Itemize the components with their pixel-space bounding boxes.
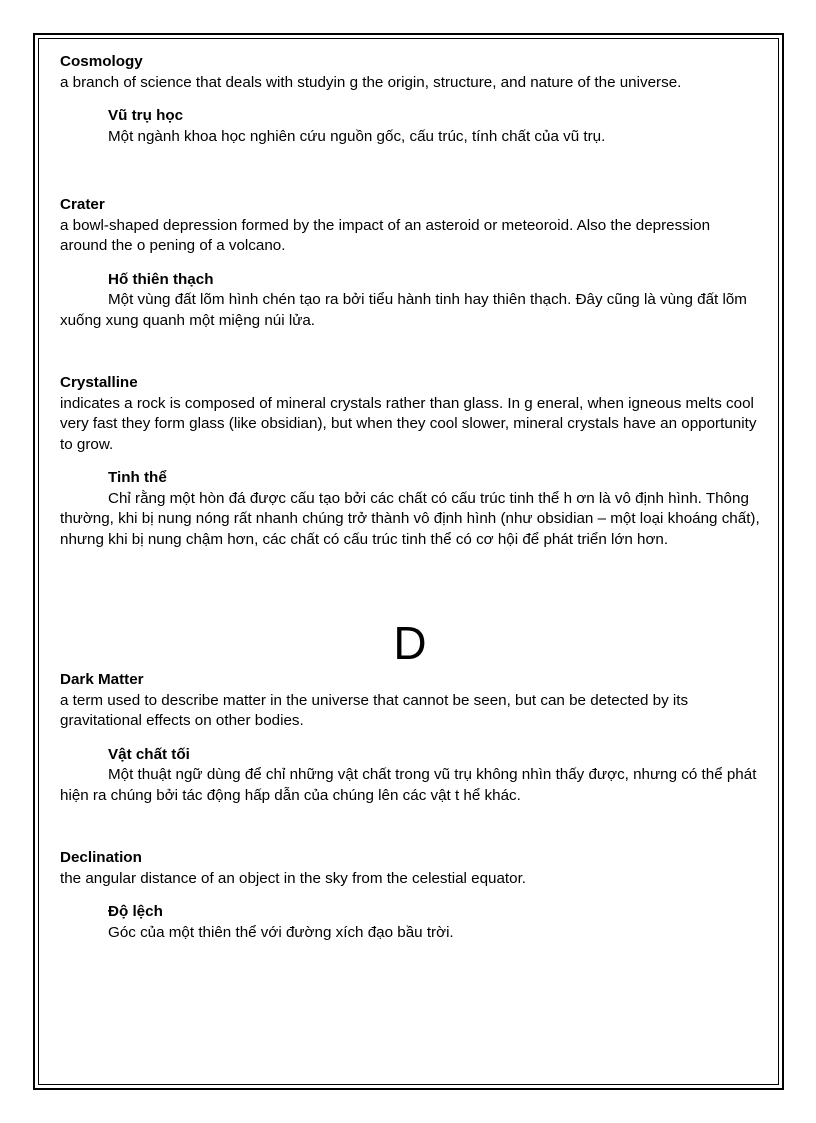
glossary-entry-cosmology: [60, 52, 760, 147]
vn-definition: Một ngành khoa học nghiên cứu nguồn gốc, cấu trúc, tính chất của vũ trụ.: [108, 127, 606, 145]
vietnamese-translation: [60, 468, 760, 550]
entry-definition: a term used to describe matter in the universe that cannot be seen, but can be detected by its gravitational effects on other bodies.: [60, 691, 689, 729]
spacer: [60, 331, 760, 373]
section-letter-heading: D: [393, 617, 427, 669]
vn-term: Độ lệch: [108, 903, 163, 920]
spacer: [60, 806, 760, 848]
vietnamese-translation: [60, 106, 760, 147]
vietnamese-translation: [60, 745, 760, 807]
vn-term: Vũ trụ học: [108, 107, 184, 124]
vietnamese-translation: [60, 902, 760, 943]
vn-term: Hố thiên thạch: [108, 270, 214, 288]
glossary-entry-dark-matter: [60, 670, 760, 806]
entry-definition: a branch of science that deals with studyin g the origin, structure, and nature of the universe.: [60, 73, 682, 91]
vietnamese-translation: [60, 270, 760, 332]
vn-definition: Một vùng đất lõm hình chén tạo ra bởi tiểu hành tinh hay thiên thạch. Đây cũng là vùng đất lõm xuống xung quanh một miệng núi lửa.: [60, 291, 747, 329]
entry-term: Cosmology: [60, 53, 143, 70]
vn-definition: Một thuật ngữ dùng để chỉ những vật chất trong vũ trụ không nhìn thấy được, nhưng có thể phát hiện ra chúng bởi tác động hấp dẫn của chúng lên các vật t hể khác.: [60, 766, 757, 804]
vn-term: Tinh thể: [108, 469, 167, 486]
vn-definition: Góc của một thiên thể với đường xích đạo bầu trời.: [108, 923, 454, 941]
entry-definition: the angular distance of an object in the sky from the celestial equator.: [60, 869, 527, 887]
glossary-entry-crystalline: [60, 373, 760, 550]
entry-term: Dark Matter: [60, 671, 144, 688]
entry-definition: indicates a rock is composed of mineral crystals rather than glass. In g eneral, when igneous melts cool very fast they form glass (like obsidian), but when they cool slower, mineral crystals have an opportunity to grow.: [60, 394, 757, 453]
vn-definition: Chỉ rằng một hòn đá được cấu tạo bởi các chất có cấu trúc tinh thể h ơn là vô định hình. Thông thường, khi bị nung nóng rất nhanh chúng trở thành vô định hình (như obsidian – một loại khoáng chất), nhưng khi bị nung chậm hơn, các chất có cấu trúc tinh thể có cơ hội để phát triển lớn hơn.: [60, 489, 760, 548]
entry-term: Crystalline: [60, 374, 138, 391]
entry-term: Crater: [60, 196, 105, 213]
glossary-page: [60, 52, 760, 943]
vn-term: Vật chất tối: [108, 745, 190, 763]
spacer: [60, 147, 760, 195]
glossary-entry-declination: [60, 848, 760, 943]
entry-definition: a bowl-shaped depression formed by the impact of an asteroid or meteoroid. Also the depression around the o pening of a volcano.: [60, 216, 711, 254]
entry-term: Declination: [60, 849, 142, 866]
glossary-entry-crater: [60, 195, 760, 331]
